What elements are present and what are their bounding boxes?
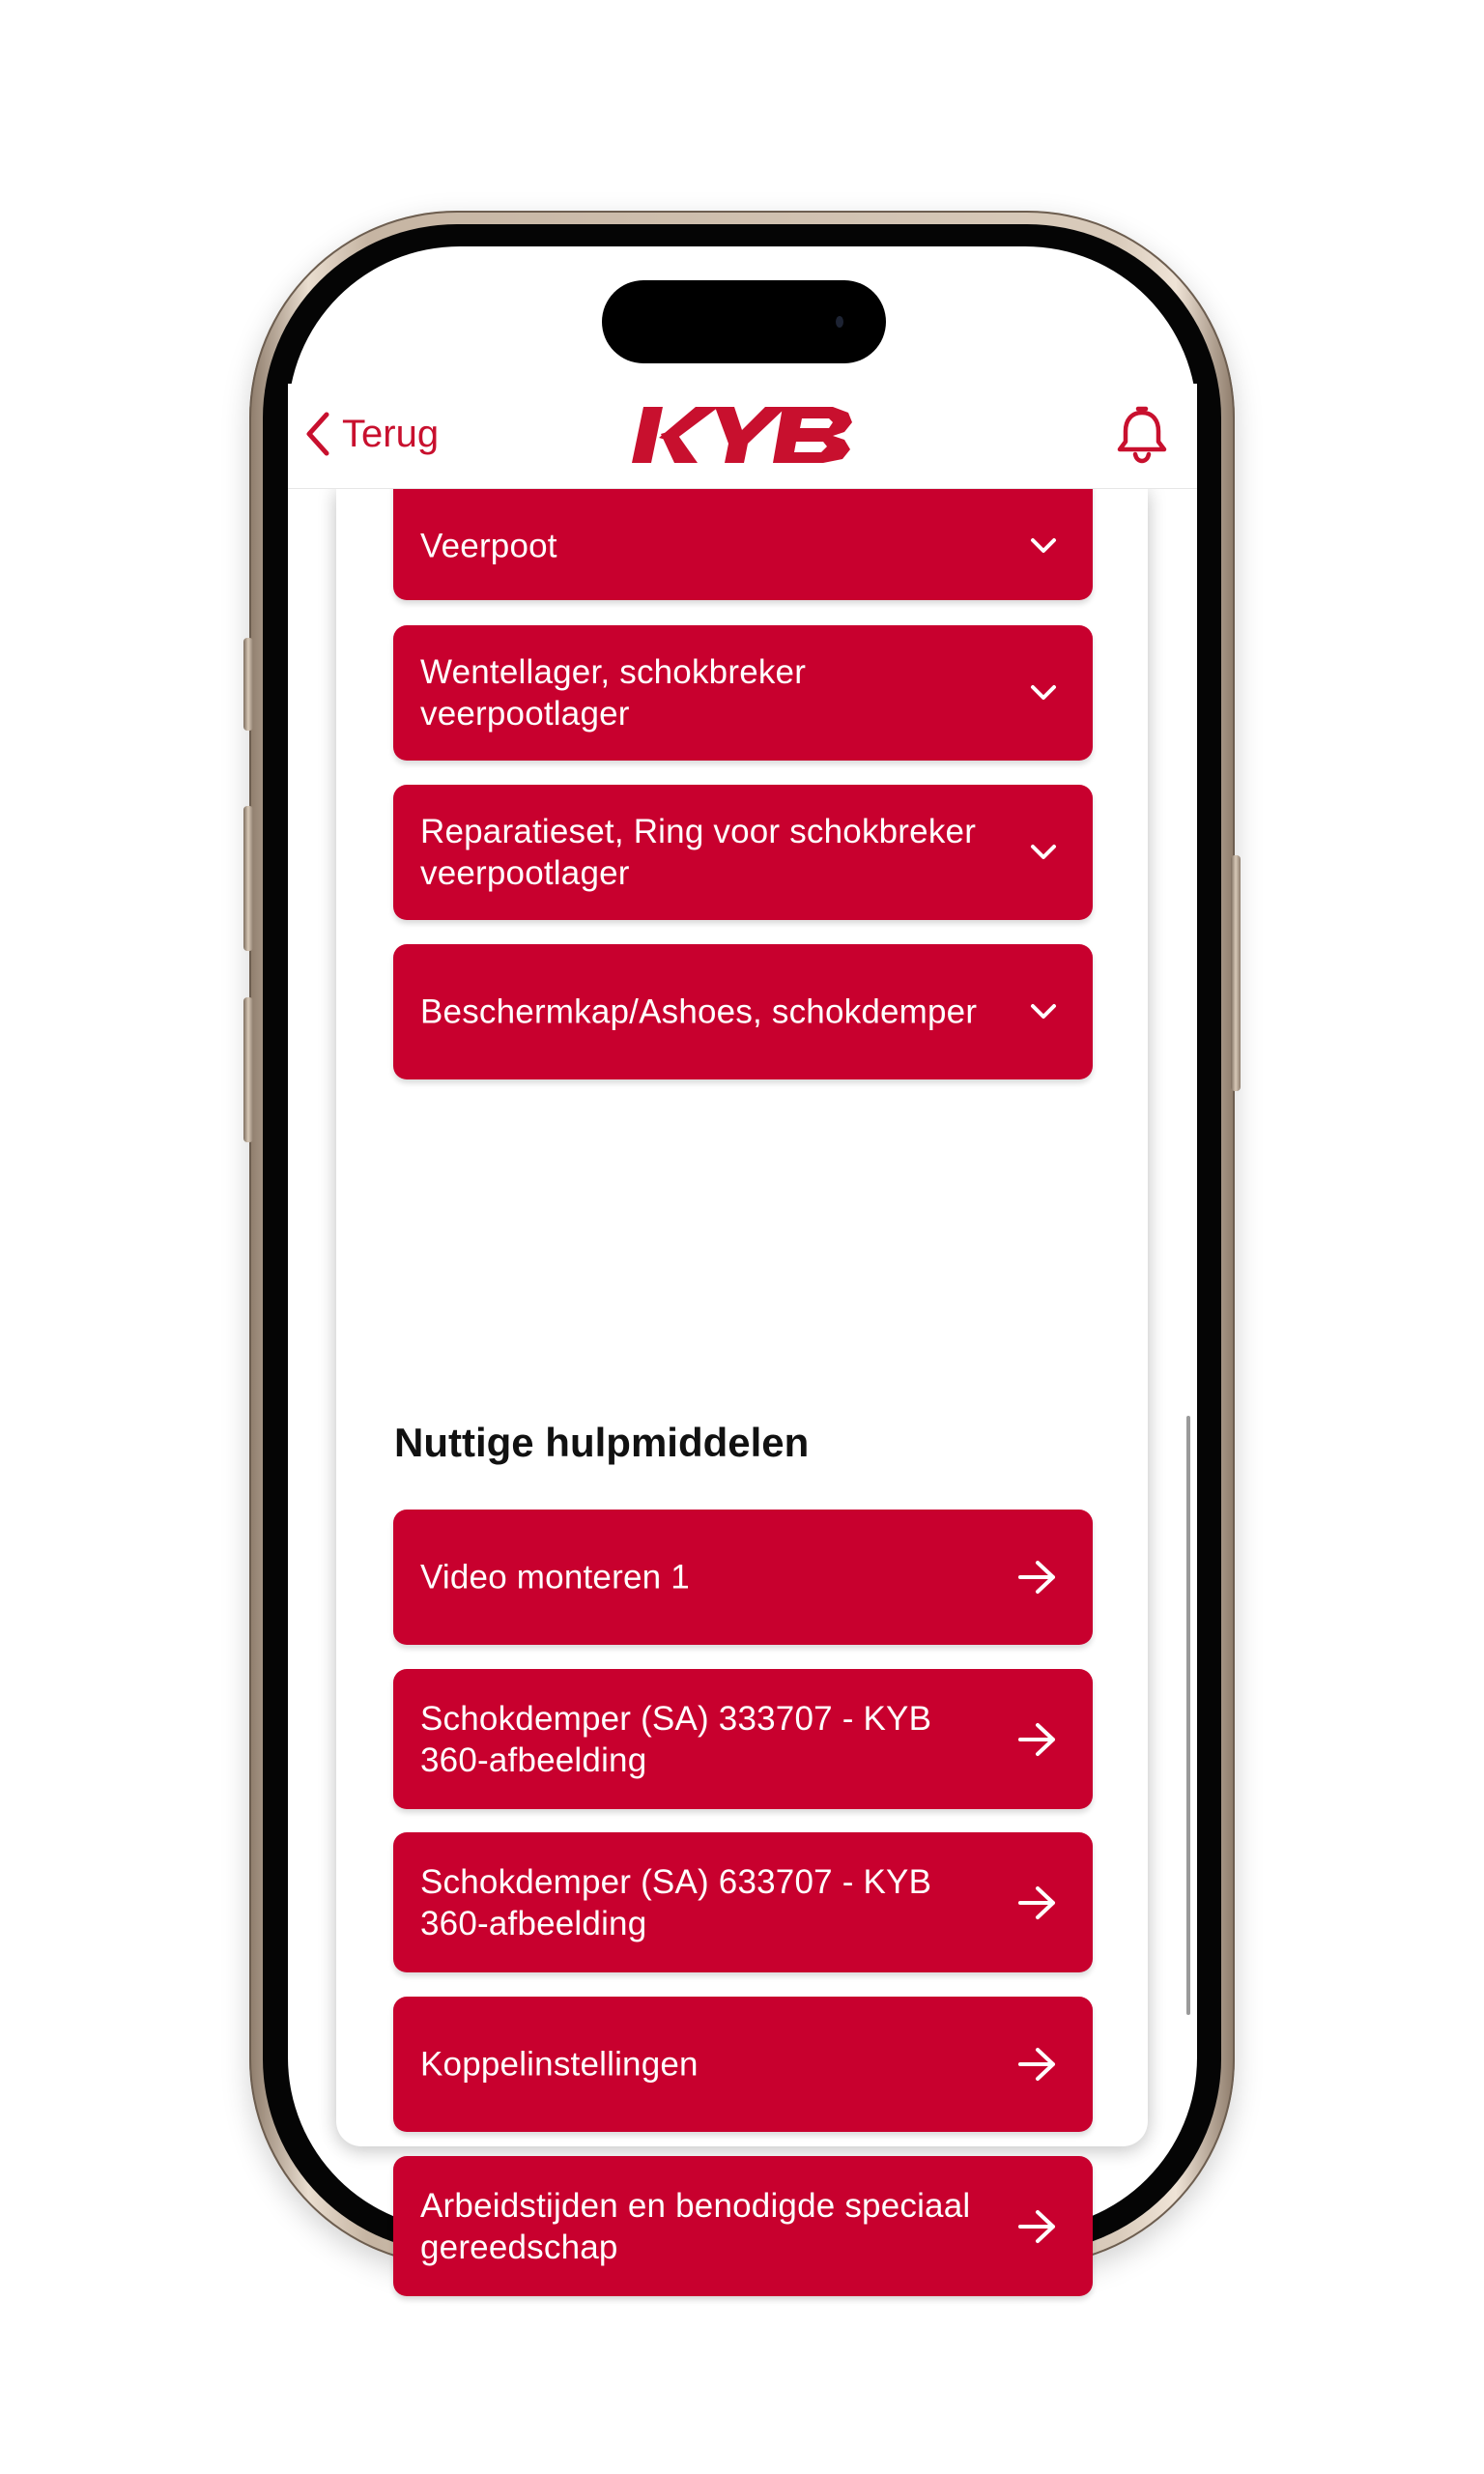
tool-link-schokdemper-633707[interactable] <box>393 1832 1093 1972</box>
accordion-item-veerpoot[interactable] <box>393 475 1093 600</box>
phone-screen <box>288 246 1197 2266</box>
volume-up-button <box>243 806 253 951</box>
arrow-right-icon <box>1017 1884 1058 1921</box>
accordion-item-wentellager[interactable] <box>393 625 1093 761</box>
chevron-left-icon <box>305 412 330 456</box>
tool-link-koppelinstellingen[interactable] <box>393 1997 1093 2132</box>
accordion-item-reparatieset[interactable] <box>393 785 1093 920</box>
tool-link-label: Koppelinstellingen <box>420 2045 699 2084</box>
accordion-item-beschermkap[interactable] <box>393 944 1093 1079</box>
chevron-down-icon <box>1029 683 1058 703</box>
tool-link-label: Arbeidstijden en benodigde speciaal gereedschap <box>420 2186 971 2266</box>
front-camera <box>836 316 843 328</box>
arrow-right-icon <box>1017 2046 1058 2083</box>
accordion-item-label: Reparatieset, Ring voor schokbreker veerpootlager <box>420 813 977 892</box>
kyb-logo <box>630 401 856 469</box>
arrow-right-icon <box>1017 1721 1058 1758</box>
dynamic-island <box>602 280 886 363</box>
back-button[interactable] <box>305 407 439 461</box>
section-title: Nuttige hulpmiddelen <box>394 1420 810 1465</box>
chevron-down-icon <box>1029 1002 1058 1021</box>
volume-down-button <box>243 997 253 1142</box>
arrow-right-icon <box>1017 2208 1058 2245</box>
tool-link-video-monteren[interactable] <box>393 1510 1093 1645</box>
scrollbar[interactable] <box>1186 1416 1190 2015</box>
chevron-down-icon <box>1029 843 1058 862</box>
content-card <box>336 488 1148 2266</box>
accordion-item-label: Beschermkap/Ashoes, schokdemper <box>420 992 978 1031</box>
action-button <box>243 638 253 731</box>
accordion-item-label: Veerpoot <box>420 527 557 565</box>
arrow-right-icon <box>1017 1559 1058 1596</box>
back-label: Terug <box>342 412 440 455</box>
accordion-item-label: Wentellager, schokbreker veerpootlager <box>420 653 807 733</box>
tool-link-label: Video monteren 1 <box>420 1558 690 1597</box>
bell-icon[interactable] <box>1112 405 1172 465</box>
tool-link-label: Schokdemper (SA) 333707 - KYB 360-afbeelding <box>420 1699 932 1779</box>
chevron-down-icon <box>1029 536 1058 556</box>
app-header <box>288 384 1197 489</box>
power-button <box>1231 855 1241 1091</box>
tool-link-label: Schokdemper (SA) 633707 - KYB 360-afbeelding <box>420 1862 932 1942</box>
tool-link-arbeidstijden[interactable] <box>393 2156 1093 2296</box>
tool-link-schokdemper-333707[interactable] <box>393 1669 1093 1809</box>
